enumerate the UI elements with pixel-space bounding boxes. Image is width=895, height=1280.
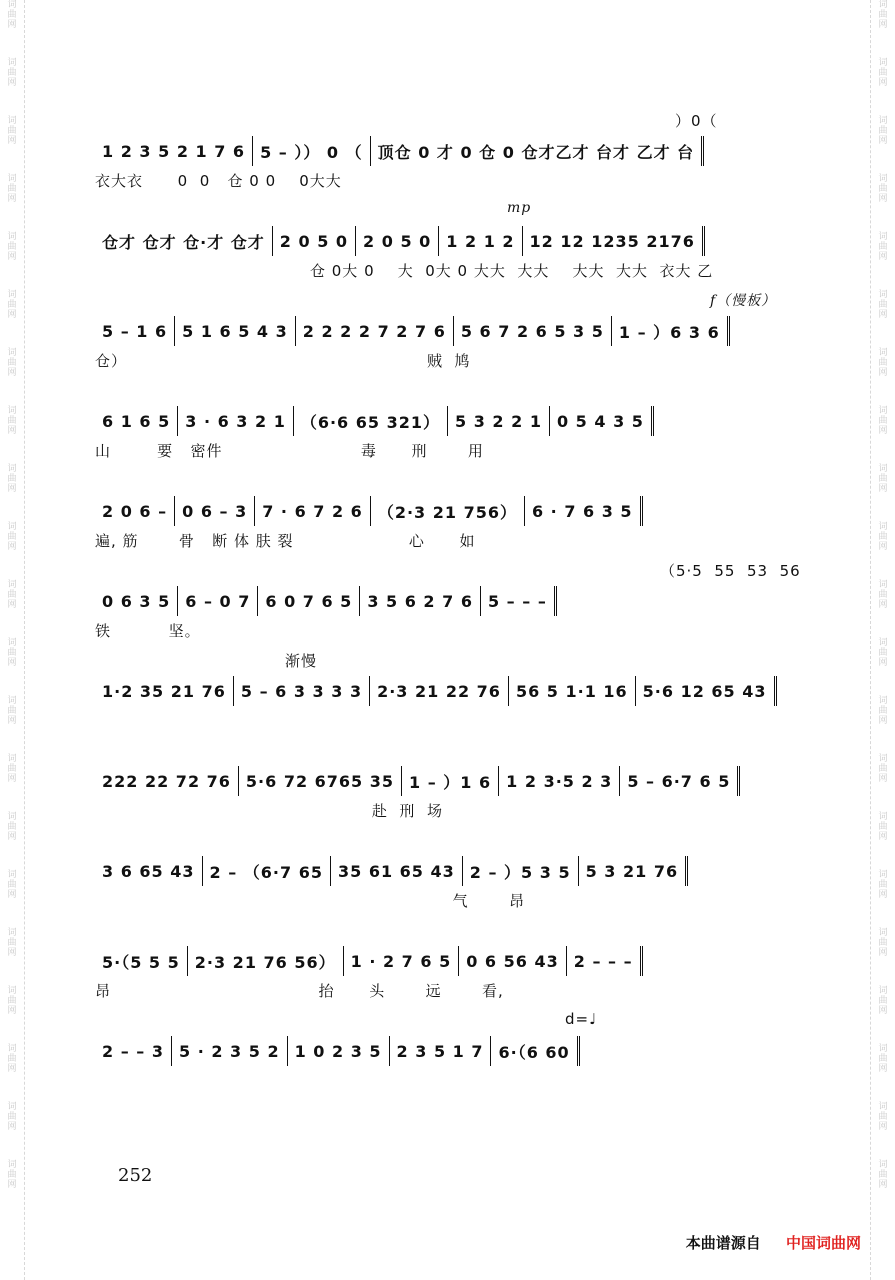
system-annotation (95, 110, 805, 132)
measure: 5 – ）） 0 （ (253, 136, 371, 166)
measure: 5 6 7 2 6 5 3 5 (454, 316, 612, 346)
measure: 5 3 2 2 1 (448, 406, 550, 436)
measure: 35 61 65 43 (331, 856, 463, 886)
watermark-text: 词曲网 (7, 0, 17, 30)
lyrics-line (95, 980, 805, 1002)
watermark-text: 词曲网 (878, 638, 888, 668)
system-annotation (95, 920, 805, 942)
watermark-text: 词曲网 (7, 290, 17, 320)
watermark-text: 词曲网 (7, 1102, 17, 1132)
notation-staff (95, 852, 805, 890)
measure: 3 5 6 2 7 6 (360, 586, 481, 616)
measure: 2 3 5 1 7 (390, 1036, 492, 1066)
watermark-text: 词曲网 (7, 928, 17, 958)
measure: 2 – （6·7 65 (203, 856, 331, 886)
watermark-text: 词曲网 (7, 870, 17, 900)
measure: 2 – – 3 (95, 1036, 172, 1066)
measure: 6 – 0 7 (178, 586, 258, 616)
measure: 12 12 1235 2176 (523, 226, 705, 256)
watermark-text: 词曲网 (878, 754, 888, 784)
measure: 5·（5 5 5 (95, 946, 188, 976)
lyrics-text: 仓） 贼 鸠 (95, 352, 471, 370)
tempo-marking: d=♩ (565, 1010, 598, 1028)
system-annotation (95, 290, 805, 312)
lyrics-line (95, 440, 805, 462)
annotation-text: （5·5 55 53 56 (660, 562, 801, 580)
lyrics-text: 昂 抬 头 远 看, (95, 982, 504, 1000)
lyrics-line (95, 260, 805, 282)
system-annotation (95, 1010, 805, 1032)
watermark-text: 词曲网 (878, 1044, 888, 1074)
watermark-text: 词曲网 (878, 58, 888, 88)
system-annotation (95, 560, 805, 582)
system-annotation (95, 830, 805, 852)
score-system (95, 1010, 805, 1092)
score-page (95, 110, 805, 1100)
measure: 1 0 2 3 5 (288, 1036, 390, 1066)
right-watermark-strip (870, 0, 895, 1280)
measure: 6 1 6 5 (95, 406, 178, 436)
measure: 1·2 35 21 76 (95, 676, 234, 706)
watermark-text: 词曲网 (878, 696, 888, 726)
lyrics-line (95, 620, 805, 642)
watermark-text: 词曲网 (878, 116, 888, 146)
measure: 7 · 6 7 2 6 (255, 496, 371, 526)
system-annotation (95, 380, 805, 402)
measure: 5 · 2 3 5 2 (172, 1036, 288, 1066)
measure: 0 5 4 3 5 (550, 406, 654, 436)
score-system (95, 650, 805, 732)
measure: 0 6 56 43 (459, 946, 567, 976)
notation-staff (95, 942, 805, 980)
lyrics-text: 铁 坚。 (95, 622, 201, 640)
notation-staff (95, 492, 805, 530)
score-system (95, 830, 805, 912)
lyrics-line (95, 890, 805, 912)
lyrics-text: 遍, 筋 骨 断 体 肤 裂 心 如 (95, 532, 476, 550)
measure: 6 0 7 6 5 (258, 586, 360, 616)
measure: 2 – ）5 3 5 (463, 856, 579, 886)
measure: 1 2 1 2 (439, 226, 522, 256)
lyrics-line (95, 1070, 805, 1092)
measure: （6·6 65 321） (294, 406, 448, 436)
notation-staff (95, 312, 805, 350)
measure: 1 – ）1 6 (402, 766, 499, 796)
measure: 5 – 6 3 3 3 3 (234, 676, 370, 706)
lyrics-text: 衣大衣 0 0 仓 0 0 0大大 (95, 172, 342, 190)
watermark-text: 词曲网 (878, 1102, 888, 1132)
measure: 6 · 7 6 3 5 (525, 496, 643, 526)
measure: 5 – 1 6 (95, 316, 175, 346)
system-annotation (95, 740, 805, 762)
watermark-text: 词曲网 (878, 348, 888, 378)
watermark-text: 词曲网 (7, 1160, 17, 1190)
watermark-text: 词曲网 (878, 0, 888, 30)
tempo-marking: f（慢板） (710, 293, 777, 309)
notation-staff (95, 222, 805, 260)
watermark-text: 词曲网 (878, 928, 888, 958)
lyrics-text: 仓 0大 0 大 0大 0 大大 大大 大大 大大 衣大 乙 (310, 262, 714, 280)
left-watermark-strip (0, 0, 25, 1280)
watermark-text: 词曲网 (878, 464, 888, 494)
watermark-text: 词曲网 (7, 638, 17, 668)
score-system (95, 560, 805, 642)
watermark-text: 词曲网 (7, 696, 17, 726)
watermark-text: 词曲网 (7, 522, 17, 552)
lyrics-line (95, 800, 805, 822)
lyrics-line (95, 170, 805, 192)
page-number: 252 (118, 1165, 153, 1186)
measure: 5 1 6 5 4 3 (175, 316, 296, 346)
measure: 56 5 1·1 16 (509, 676, 636, 706)
measure: 5·6 12 65 43 (636, 676, 777, 706)
score-system (95, 110, 805, 192)
watermark-text: 词曲网 (7, 986, 17, 1016)
measure: 3 · 6 3 2 1 (178, 406, 294, 436)
lyrics-line (95, 530, 805, 552)
measure: 2·3 21 76 56） (188, 946, 344, 976)
measure: 1 2 3·5 2 3 (499, 766, 620, 796)
notation-staff (95, 1032, 805, 1070)
watermark-text: 词曲网 (878, 522, 888, 552)
measure: 1 · 2 7 6 5 (344, 946, 460, 976)
score-system (95, 920, 805, 1002)
measure: 仓才 仓才 仓·才 仓才 (95, 226, 273, 256)
score-system (95, 380, 805, 462)
measure: 顶仓 0 才 0 仓 0 仓才乙才 台才 乙才 台 (371, 136, 705, 166)
watermark-text: 词曲网 (878, 870, 888, 900)
measure: 1 – ）6 3 6 (612, 316, 730, 346)
watermark-text: 词曲网 (7, 348, 17, 378)
measure: 6·（6 60 (491, 1036, 579, 1066)
system-annotation (95, 470, 805, 492)
watermark-text: 词曲网 (7, 1044, 17, 1074)
measure: 2 – – – (567, 946, 643, 976)
watermark-text: 词曲网 (7, 232, 17, 262)
measure: （2·3 21 756） (371, 496, 525, 526)
measure: 2·3 21 22 76 (370, 676, 509, 706)
watermark-text: 词曲网 (7, 58, 17, 88)
measure: 5 3 21 76 (579, 856, 689, 886)
lyrics-line (95, 350, 805, 372)
watermark-text: 词曲网 (878, 174, 888, 204)
dynamic-marking: mp (507, 200, 532, 216)
watermark-text: 词曲网 (7, 812, 17, 842)
measure: 2 2 2 2 7 2 7 6 (296, 316, 454, 346)
measure: 5 – – – (481, 586, 557, 616)
notation-staff (95, 672, 805, 710)
score-system (95, 200, 805, 282)
lyrics-text: 气 昂 (95, 892, 525, 910)
watermark-text: 词曲网 (7, 754, 17, 784)
measure: 222 22 72 76 (95, 766, 239, 796)
watermark-text: 词曲网 (878, 406, 888, 436)
notation-staff (95, 582, 805, 620)
measure: 0 6 3 5 (95, 586, 178, 616)
notation-staff (95, 762, 805, 800)
measure: 5 – 6·7 6 5 (620, 766, 740, 796)
measure: 2 0 5 0 (356, 226, 439, 256)
notation-staff (95, 132, 805, 170)
watermark-text: 词曲网 (878, 580, 888, 610)
measure: 1 2 3 5 2 1 7 6 (95, 136, 253, 166)
score-system (95, 470, 805, 552)
watermark-text: 词曲网 (878, 290, 888, 320)
score-system (95, 290, 805, 372)
watermark-text: 词曲网 (878, 1160, 888, 1190)
annotation-text: ）0（ (675, 112, 718, 130)
source-label: 本曲谱源自 (685, 1234, 761, 1252)
watermark-text: 词曲网 (878, 232, 888, 262)
watermark-text: 词曲网 (7, 174, 17, 204)
watermark-text: 词曲网 (7, 406, 17, 436)
tempo-marking: 渐慢 (285, 652, 318, 670)
lyrics-line (95, 710, 805, 732)
measure: 0 6 – 3 (175, 496, 255, 526)
source-site-name: 中国词曲网 (785, 1234, 861, 1252)
source-credit (686, 1232, 861, 1253)
measure: 5·6 72 6765 35 (239, 766, 402, 796)
lyrics-text: 赴 刑 场 (95, 802, 443, 820)
watermark-text: 词曲网 (878, 812, 888, 842)
watermark-text: 词曲网 (7, 116, 17, 146)
watermark-text: 词曲网 (878, 986, 888, 1016)
lyrics-text: 山 要 密件 毒 刑 用 (95, 442, 484, 460)
notation-staff (95, 402, 805, 440)
measure: 2 0 6 – (95, 496, 175, 526)
system-annotation (95, 650, 805, 672)
watermark-text: 词曲网 (7, 464, 17, 494)
watermark-text: 词曲网 (7, 580, 17, 610)
system-annotation (95, 200, 805, 222)
measure: 3 6 65 43 (95, 856, 203, 886)
score-system (95, 740, 805, 822)
measure: 2 0 5 0 (273, 226, 356, 256)
